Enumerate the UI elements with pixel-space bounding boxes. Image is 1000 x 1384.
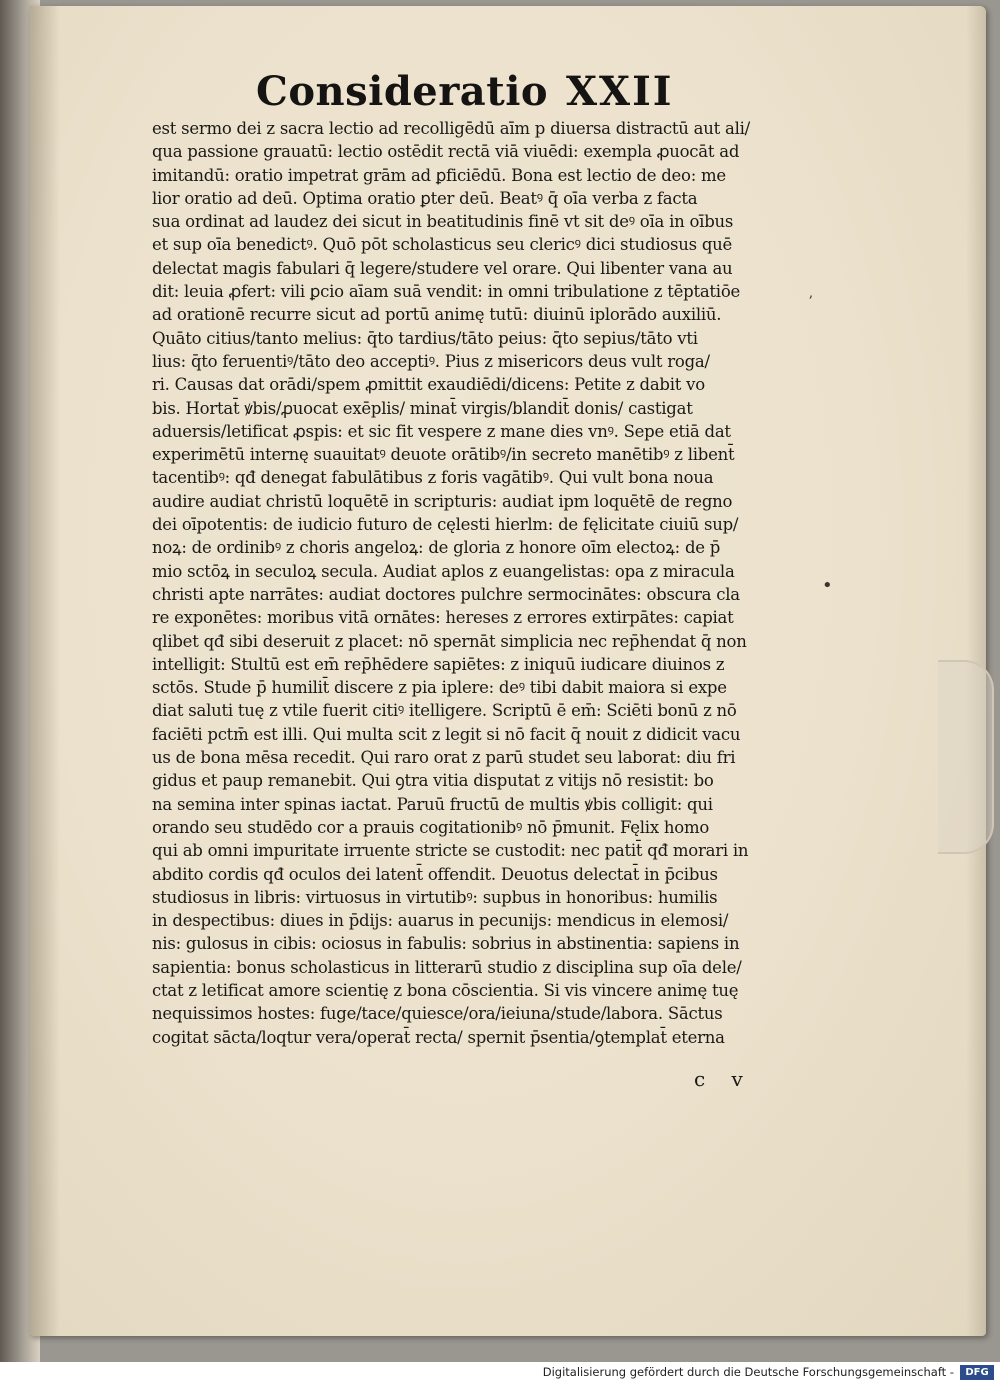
text-line: ctat z letificat amore scientię z bona cōscientia. Si vis vincere animę tuę	[152, 980, 739, 1000]
signature-mark: c v	[694, 1067, 753, 1091]
text-line: est sermo dei z sacra lectio ad recolligēdū aīm p diuersa distractū aut ali/	[152, 119, 750, 138]
text-line: experimētū internę suauitatꝰ deuote orātibꝰ/in secreto manētibꝰ z libent̄	[152, 445, 735, 465]
footer-credit: Digitalisierung gefördert durch die Deutsche Forschungsgemeinschaft -	[542, 1365, 954, 1379]
text-line: christi apte narrātes: audiat doctores pulchre sermocinātes: obscura cla	[152, 584, 740, 604]
text-line: qlibet qđ sibi deseruit z placet: nō spernāt simplicia nec rep̄hendat q̄ non	[152, 631, 747, 651]
text-line: sctōs. Stude p̄ humilit̄ discere z pia iplere: deꝰ tibi dabit maiora si expe	[152, 678, 727, 698]
text-line: ri. Causas dat orādi/spem ꝓmittit exaudiēdi/dicens: Petite z dabit vo	[152, 375, 705, 395]
text-line: aduersis/letificat ꝓspis: et sic fit vespere z mane dies vnꝰ. Sepe etiā dat	[152, 421, 731, 441]
text-line: re exponētes: moribus vitā ornātes: hereses z errores extirpātes: capiat	[152, 608, 734, 628]
text-line: noꝝ: de ordinibꝰ z choris angeloꝝ: de gloria z honore oīm electoꝝ: de p̄	[152, 538, 721, 558]
chapter-number: XXII	[566, 68, 674, 115]
text-line: gidus et paup remanebit. Qui ꝯtra vitia disputat z vitijs nō resistit: bo	[152, 771, 714, 791]
text-line: et sup oīa benedictꝰ. Quō pōt scholasticus seu clericꝰ dici studiosus quē	[152, 235, 733, 255]
text-line: Quāto citius/tanto melius: q̄to tardius/tāto peius: q̄to sepius/tāto vti	[152, 328, 698, 348]
text-line: faciēti pctm̄ est illi. Qui multa scit z legit si nō facit q̄ nouit z didicit vacu	[152, 724, 741, 744]
text-line: audire audiat christū loquētē in scripturis: audiat ipm loquētē de regno	[152, 491, 733, 511]
text-line: dit: leuia ꝓfert: vili ꝑcio aīam suā vendit: in omni tribulatione z tēptatiōe	[152, 282, 741, 302]
text-line: qua passione grauatū: lectio ostēdit rectā viā viuēdi: exempla ꝓuocāt ad	[152, 142, 740, 162]
text-line: studiosus in libris: virtuosus in virtutibꝰ: supbus in honoribus: humilis	[152, 887, 718, 907]
text-line: diat saluti tuę z vtile fuerit citiꝰ itelligere. Scriptū ē em̄: Sciēti bonū z nō	[152, 701, 737, 721]
text-line: sapientia: bonus scholasticus in litterarū studio z disciplina sup oīa dele/	[152, 957, 742, 977]
text-line: cogitat sācta/loqtur vera/operat̄ recta/ spernit p̄sentia/ꝯtemplat̄ eterna	[152, 1027, 725, 1047]
text-line: delectat magis fabulari q̄ legere/studere vel orare. Qui libenter vana au	[152, 258, 733, 278]
text-line: sua ordinat ad laudez dei sicut in beatitudinis finē vt sit deꝰ oīa in oībus	[152, 212, 734, 232]
footer-bar	[0, 1362, 1000, 1384]
text-line: dei oīpotentis: de iudicio futuro de cęlesti hierlm: de fęlicitate ciuiū sup/	[152, 515, 739, 535]
page-title: Consideratio	[256, 68, 549, 115]
text-line: intelligit: Stultū est em̄ rep̄hēdere sapiētes: z iniquū iudicare diuinos z	[152, 654, 725, 674]
dfg-logo: DFG	[960, 1365, 994, 1380]
page-gutter-shadow	[30, 6, 60, 1336]
text-line: nequissimos hostes: fuge/tace/quiesce/ora/ieiuna/stude/labora. Sāctus	[152, 1004, 723, 1024]
text-line: in despectibus: diues in p̄dijs: auarus in pecunijs: mendicus in elemosi/	[152, 911, 729, 931]
page-clip-tab	[938, 660, 994, 854]
margin-dot: •	[822, 575, 833, 596]
margin-mark: ʼ	[808, 294, 813, 310]
text-line: lior oratio ad deū. Optima oratio ꝑter deū. Beatꝰ q̄ oīa verba z facta	[152, 188, 698, 208]
text-line: na semina inter spinas iactat. Paruū fructū de multis ꝟbis colligit: qui	[152, 794, 713, 814]
text-line: lius: q̄to feruentiꝰ/tāto deo acceptiꝰ. Pius z misericors deus vult roga/	[152, 351, 710, 371]
text-line: orando seu studēdo cor a prauis cogitationibꝰ nō p̄munit. Fęlix homo	[152, 817, 710, 837]
text-line: nis: gulosus in cibis: ociosus in fabulis: sobrius in abstinentia: sapiens in	[152, 934, 740, 954]
text-line: abdito cordis qđ oculos dei latent̄ offendit. Deuotus delectat̄ in p̄cibus	[152, 864, 718, 884]
text-line: imitandū: oratio impetrat grām ad ꝑficiēdū. Bona est lectio de deo: me	[152, 165, 726, 185]
text-line: us de bona mēsa recedit. Qui raro orat z parū studet seu laborat: diu fri	[152, 748, 736, 768]
text-line: ad orationē recurre sicut ad portū animę tutū: diuinū iplorādo auxiliū.	[152, 305, 722, 325]
body-text	[152, 117, 798, 1049]
text-line: qui ab omni impuritate irruente stricte se custodit: nec patit̄ qđ morari in	[152, 841, 749, 861]
text-line: bis. Hortat̄ ꝟbis/ꝓuocat exēplis/ minat̄ virgis/blandit̄ donis/ castigat	[152, 398, 693, 418]
text-line: mio sctōꝝ in seculoꝝ secula. Audiat aplos z euangelistas: opa z miracula	[152, 561, 735, 581]
text-line: tacentibꝰ: qđ denegat fabulātibus z foris vagātibꝰ. Qui vult bona noua	[152, 468, 714, 488]
